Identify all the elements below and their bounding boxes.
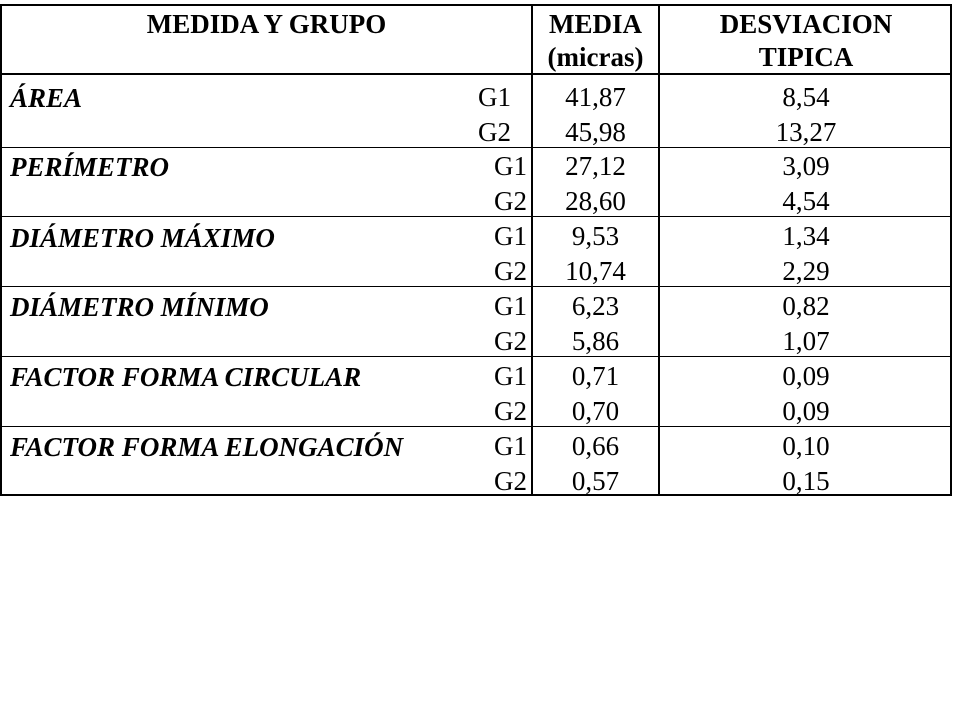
measure-label: FACTOR FORMA ELONGACIÓN [10, 432, 404, 462]
media-value: 0,66 [571, 431, 620, 461]
desviacion-value: 4,54 [782, 186, 830, 216]
media-value: 9,53 [571, 221, 620, 251]
header-media-line2: (micras) [547, 42, 644, 72]
media-value: 0,57 [571, 466, 620, 496]
media-value: 41,87 [565, 82, 626, 112]
measure-label: DIÁMETRO MÍNIMO [10, 292, 269, 322]
statistics-table [0, 4, 952, 496]
group-label: G2 [494, 466, 527, 496]
media-value: 45,98 [565, 117, 626, 147]
measure-label: ÁREA [10, 83, 83, 113]
media-value: 6,23 [571, 291, 620, 321]
measure-label: DIÁMETRO MÁXIMO [10, 223, 275, 253]
group-label: G1 [494, 291, 527, 321]
desviacion-value: 1,34 [782, 221, 830, 251]
desviacion-value: 8,54 [782, 82, 830, 112]
group-label: G2 [494, 396, 527, 426]
measure-label: PERÍMETRO [10, 152, 170, 182]
group-label: G1 [494, 151, 527, 181]
group-label: G1 [494, 431, 527, 461]
header-divider [2, 73, 950, 75]
group-label: G2 [494, 326, 527, 356]
header-media-line1: MEDIA [549, 9, 642, 39]
desviacion-value: 2,29 [782, 256, 830, 286]
header-medida-grupo: MEDIDA Y GRUPO [146, 9, 387, 39]
group-label: G2 [494, 256, 527, 286]
desviacion-value: 3,09 [782, 151, 830, 181]
desviacion-value: 0,15 [782, 466, 830, 496]
media-value: 5,86 [571, 326, 620, 356]
row-divider [2, 147, 950, 148]
media-value: 0,71 [571, 361, 620, 391]
media-value: 0,70 [571, 396, 620, 426]
group-label: G2 [478, 117, 511, 147]
row-divider [2, 356, 950, 357]
measure-label: FACTOR FORMA CIRCULAR [10, 362, 362, 392]
row-divider [2, 426, 950, 427]
desviacion-value: 0,09 [782, 361, 830, 391]
row-divider [2, 286, 950, 287]
desviacion-value: 13,27 [775, 117, 837, 147]
header-desviacion-line1: DESVIACION [719, 9, 893, 39]
group-label: G1 [494, 221, 527, 251]
group-label: G1 [478, 82, 511, 112]
media-value: 28,60 [565, 186, 626, 216]
desviacion-value: 0,82 [782, 291, 830, 321]
group-label: G1 [494, 361, 527, 391]
media-value: 27,12 [565, 151, 626, 181]
header-desviacion-line2: TIPICA [758, 42, 854, 72]
media-value: 10,74 [565, 256, 626, 286]
desviacion-value: 0,09 [782, 396, 830, 426]
row-divider [2, 216, 950, 217]
desviacion-value: 0,10 [782, 431, 830, 461]
desviacion-value: 1,07 [782, 326, 830, 356]
group-label: G2 [494, 186, 527, 216]
